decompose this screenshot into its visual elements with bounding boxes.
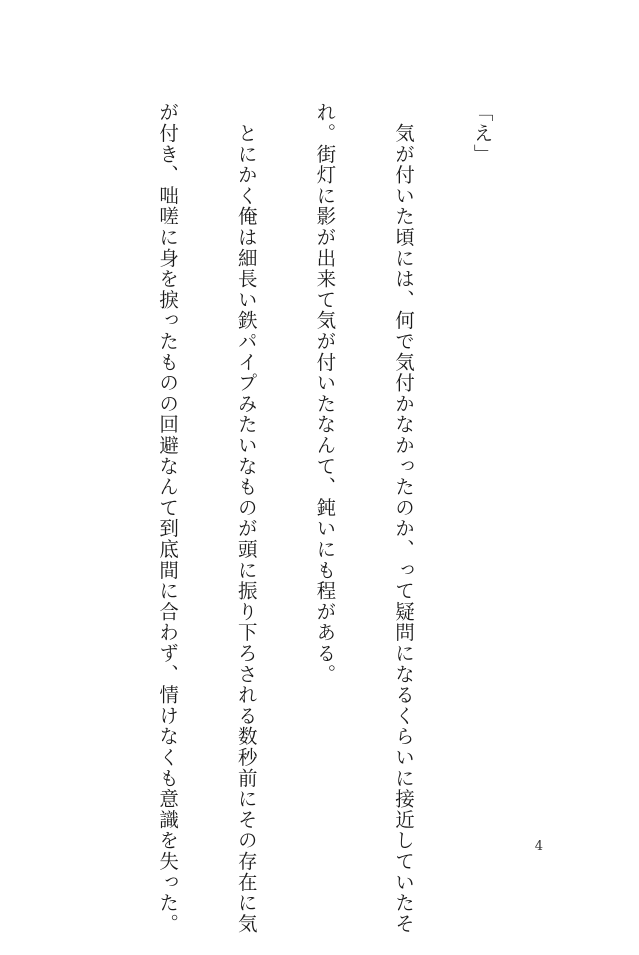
text-line: れ。街灯に影が出来て気が付いたなんて、鈍いにも程がある。 bbox=[313, 102, 337, 685]
vertical-text-body bbox=[0, 102, 547, 934]
text-line: とにかく俺は細長い鉄パイプみたいなものが頭に振り下ろされる数秒前にその存在に気 bbox=[234, 102, 258, 934]
text-line: が付き、咄嗟に身を捩ったものの回避なんて到底間に合わず、情けなくも意識を失った。 bbox=[156, 102, 180, 934]
page-number: 4 bbox=[534, 839, 543, 854]
text-line: 気が付いた頃には、何で気付かなかったのか、って疑問になるくらいに接近していたそ bbox=[391, 102, 415, 934]
text-line: 「え」 bbox=[470, 102, 494, 165]
